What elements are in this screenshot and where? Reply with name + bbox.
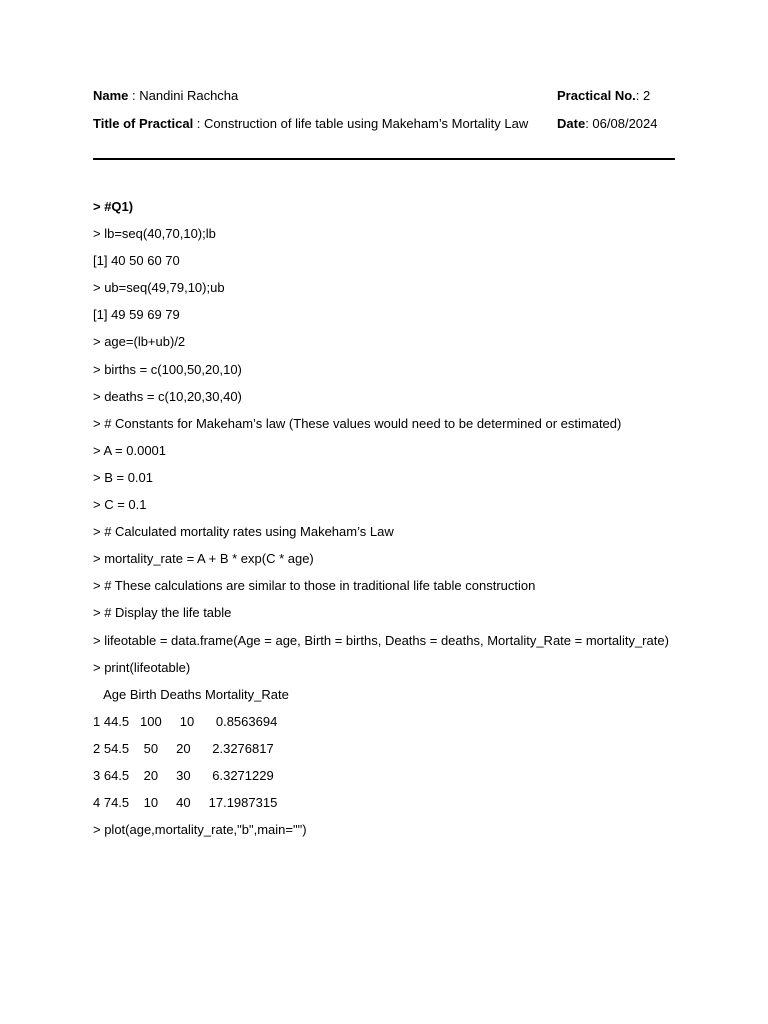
title-separator: : xyxy=(193,116,205,131)
console-line: [1] 49 59 69 79 xyxy=(93,307,180,323)
date-line xyxy=(557,116,658,132)
practical-title: Construction of life table using Makeham’s Mortality Law xyxy=(204,116,529,131)
console-line: > # Calculated mortality rates using Makeham’s Law xyxy=(93,524,394,540)
table-row: 2 54.5 50 20 2.3276817 xyxy=(93,740,274,756)
console-line: > C = 0.1 xyxy=(93,497,147,513)
name-label: Name xyxy=(93,88,129,103)
table-row: 4 74.5 10 40 17.1987315 xyxy=(93,795,278,811)
table-row: 3 64.5 20 30 6.3271229 xyxy=(93,767,274,783)
console-line: > # Constants for Makeham’s law (These values would need to be determined or estimated) xyxy=(93,415,622,431)
practical-title-line xyxy=(93,116,528,132)
student-name-line xyxy=(93,88,238,104)
console-line: > # Display the life table xyxy=(93,605,232,621)
console-line: > ub=seq(49,79,10);ub xyxy=(93,280,225,296)
practical-number-line xyxy=(557,88,650,104)
console-line: > births = c(100,50,20,10) xyxy=(93,361,242,377)
header-divider xyxy=(93,158,675,160)
console-line: > mortality_rate = A + B * exp(C * age) xyxy=(93,551,314,567)
console-line: > print(lifeotable) xyxy=(93,659,191,675)
console-line: > A = 0.0001 xyxy=(93,442,167,458)
practical-number-separator: : xyxy=(635,88,643,103)
console-line: [1] 40 50 60 70 xyxy=(93,253,180,269)
console-line: > plot(age,mortality_rate,"b",main="") xyxy=(93,822,307,838)
console-line: > deaths = c(10,20,30,40) xyxy=(93,388,242,404)
console-line: > lb=seq(40,70,10);lb xyxy=(93,226,216,242)
practical-date: 06/08/2024 xyxy=(592,116,658,131)
console-line: > # These calculations are similar to those in traditional life table construction xyxy=(93,578,536,594)
console-line: > #Q1) xyxy=(93,199,134,214)
practical-number-label: Practical No. xyxy=(557,88,636,103)
student-name: Nandini Rachcha xyxy=(139,88,239,103)
table-header-row: Age Birth Deaths Mortality_Rate xyxy=(93,686,289,702)
practical-number: 2 xyxy=(643,88,651,103)
table-row: 1 44.5 100 10 0.8563694 xyxy=(93,713,278,729)
console-line: > age=(lb+ub)/2 xyxy=(93,334,186,350)
console-line: > lifeotable = data.frame(Age = age, Birth = births, Deaths = deaths, Mortality_Rate = mortality_rate) xyxy=(93,632,669,648)
date-separator: : xyxy=(585,116,593,131)
console-output xyxy=(93,199,693,849)
name-separator: : xyxy=(128,88,140,103)
console-line: > B = 0.01 xyxy=(93,469,153,485)
date-label: Date xyxy=(557,116,586,131)
title-label: Title of Practical xyxy=(93,116,194,131)
